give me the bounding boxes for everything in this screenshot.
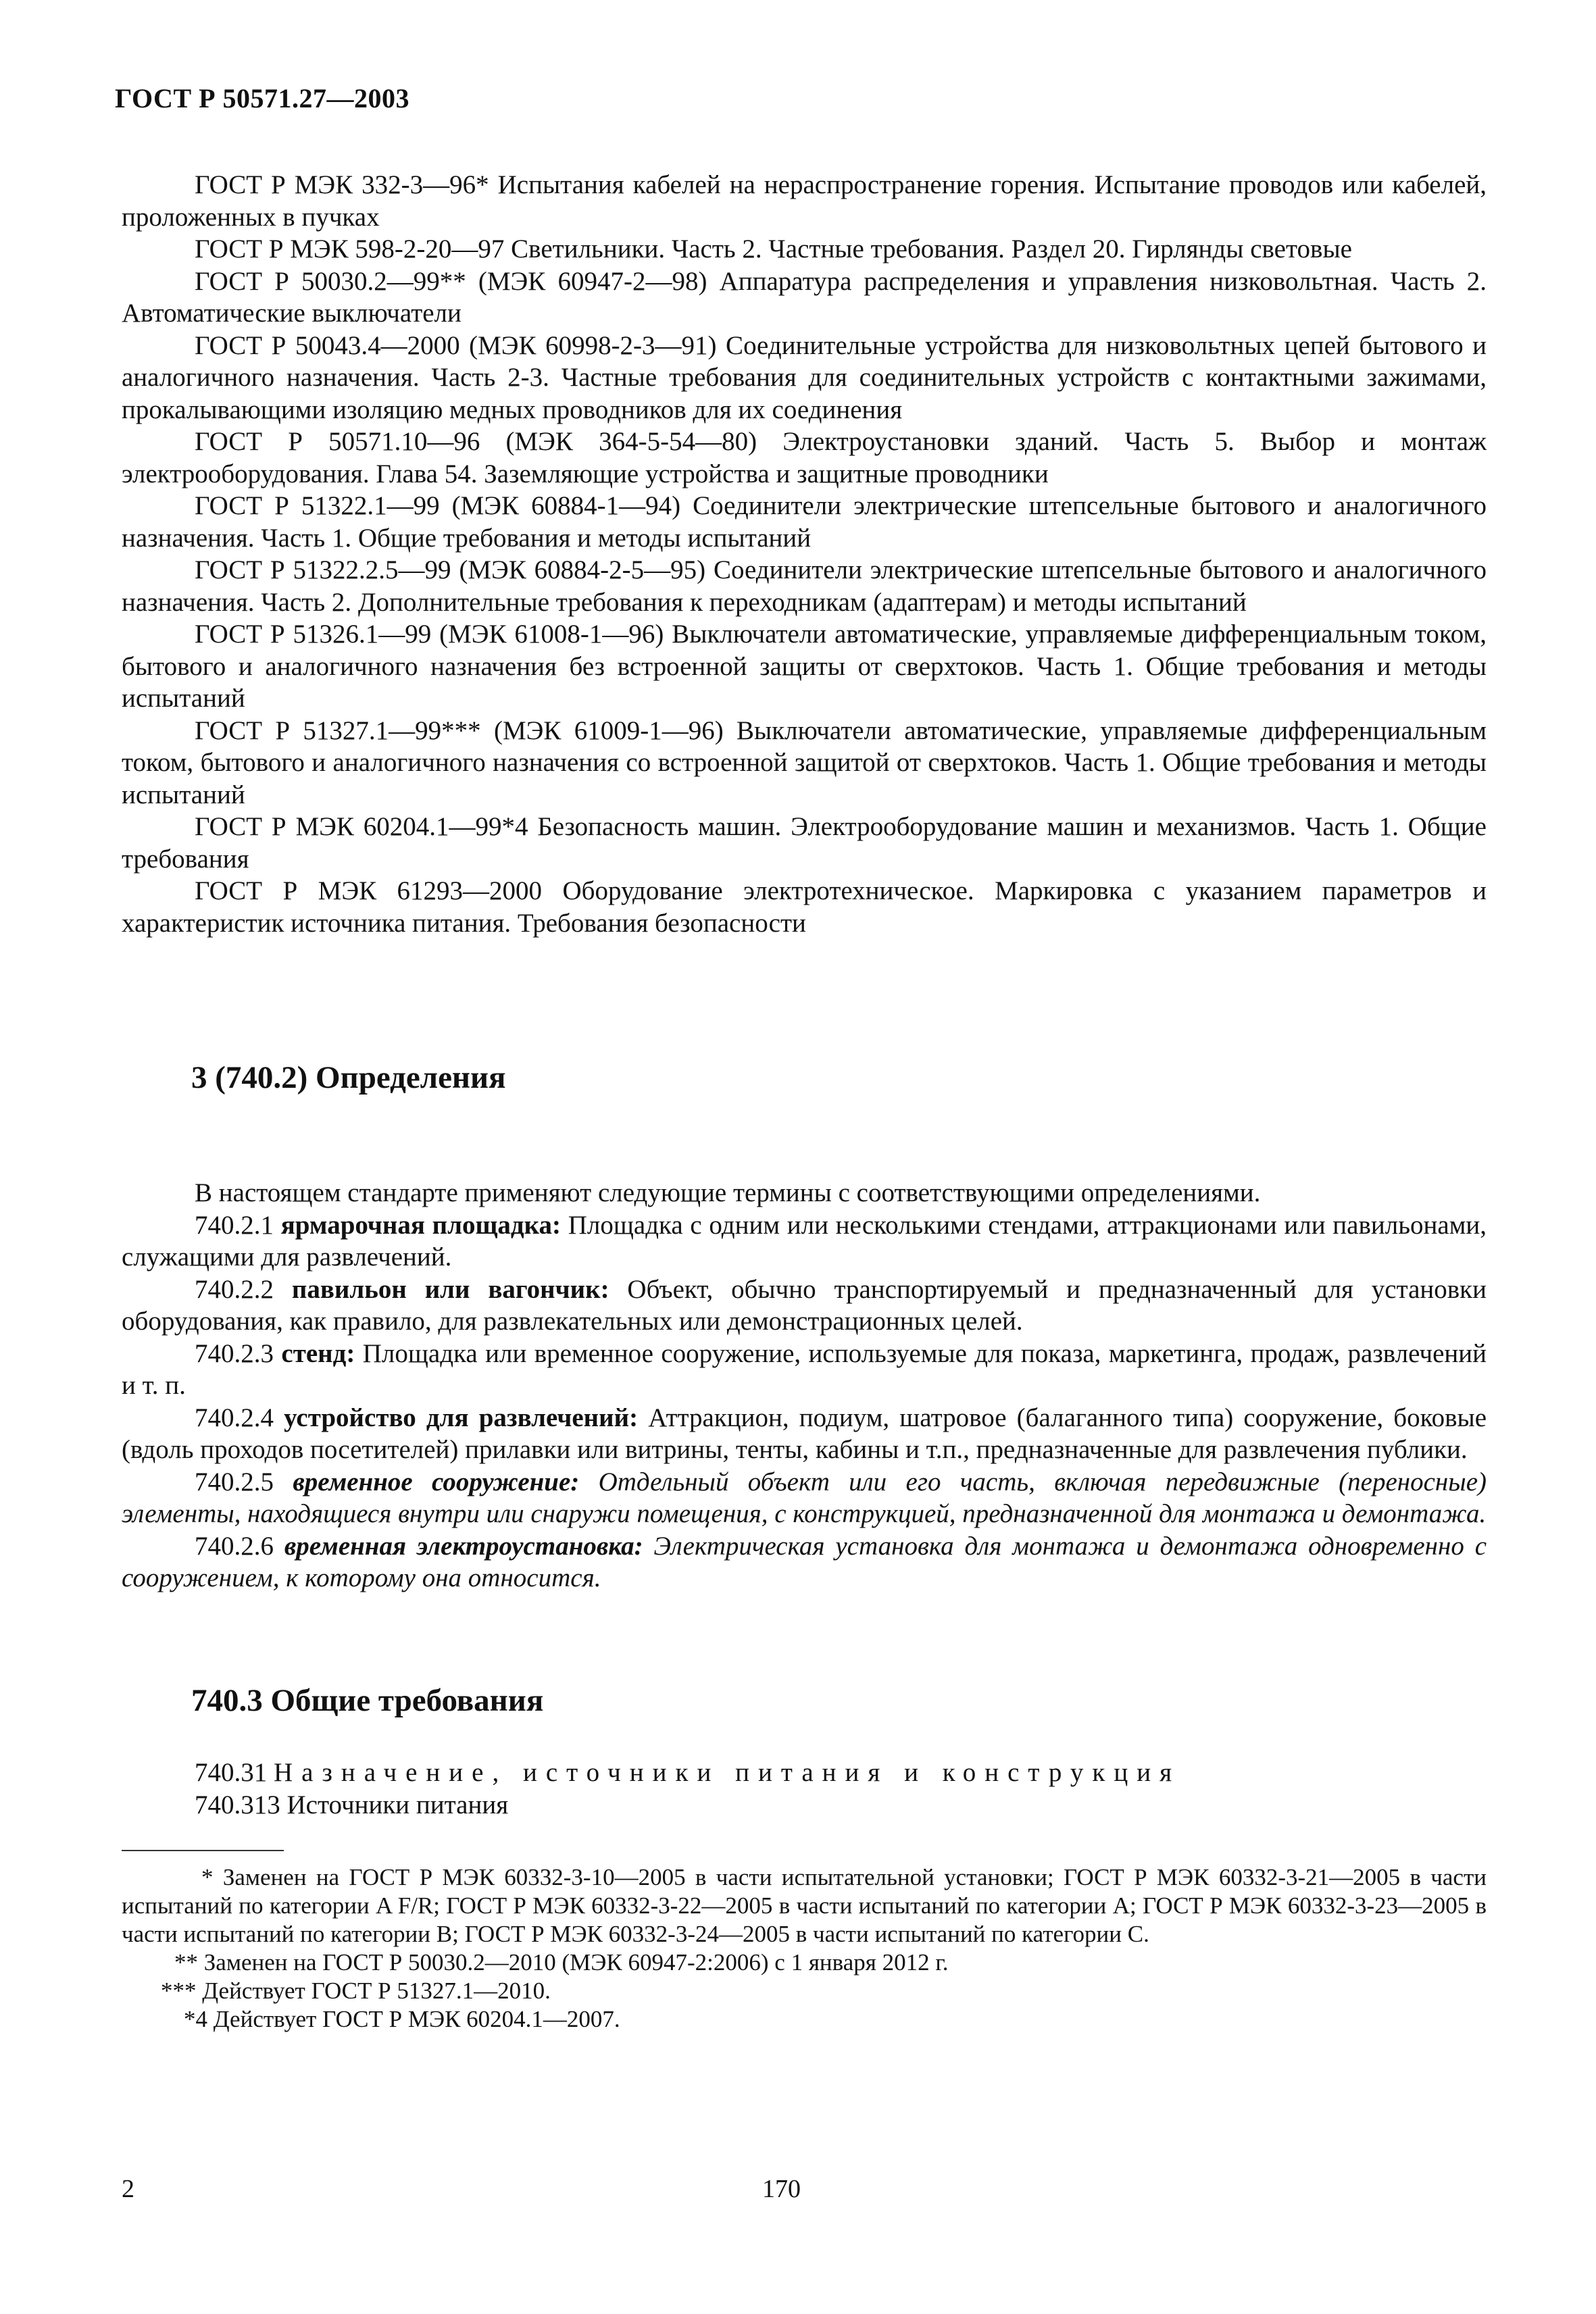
reference-item: ГОСТ Р 51322.1—99 (МЭК 60884-1—94) Соединители электрические штепсельные бытового и аналогичного назначения. Часть 1. Общие требования и методы испытаний <box>122 491 1487 553</box>
subsection-title: Назначение, источники питания и конструкция <box>274 1758 1181 1787</box>
definition-number: 740.2.5 <box>195 1467 274 1496</box>
normative-references <box>122 169 1487 939</box>
definitions-intro: В настоящем стандарте применяют следующие термины с соответствующими определениями. <box>195 1178 1261 1207</box>
definition-text: Площадка или временное сооружение, используемые для показа, маркетинга, продаж, развлечений и т. п. <box>122 1338 1487 1400</box>
definition-text: Электрическая установка для монтажа и демонтажа одновременно с сооружением, к которому она относится. <box>122 1531 1487 1592</box>
definition-item <box>122 1274 1487 1338</box>
definition-number: 740.2.2 <box>195 1274 274 1304</box>
definition-number: 740.2.4 <box>195 1403 274 1432</box>
definition-number: 740.2.1 <box>195 1210 274 1240</box>
reference-item: ГОСТ Р МЭК 60204.1—99*4 Безопасность машин. Электрооборудование машин и механизмов. Часть 1. Общие требования <box>122 812 1487 874</box>
footnotes <box>122 1863 1487 2034</box>
page-number-left: 2 <box>122 2175 134 2203</box>
definition-item <box>122 1402 1487 1466</box>
subsections <box>122 1757 1487 1821</box>
definition-number: 740.2.3 <box>195 1338 274 1368</box>
reference-item: ГОСТ Р 51326.1—99 (МЭК 61008-1—96) Выключатели автоматические, управляемые дифференциальным током, бытового и аналогичного назначения без встроенной защиты от сверхтоков. Часть 1. Общие требования и методы испытаний <box>122 620 1487 713</box>
definition-term: временное сооружение: <box>293 1467 580 1496</box>
definition-item <box>122 1530 1487 1594</box>
definition-item <box>122 1209 1487 1274</box>
footnote-item: * Заменен на ГОСТ Р МЭК 60332-3-10—2005 в части испытательной установки; ГОСТ Р МЭК 60332-3-21—2005 в части испытаний по категории A F/R; ГОСТ Р МЭК 60332-3-22—2005 в части испытаний по категории А; ГОСТ Р МЭК 60332-3-23—2005 в части испытаний по категории В; ГОСТ Р МЭК 60332-3-24—2005 в части испытаний по категории С. <box>122 1864 1487 1947</box>
footnote-divider <box>122 1850 284 1851</box>
definitions-list <box>122 1177 1487 1594</box>
definition-term: устройство для развлечений: <box>284 1403 639 1432</box>
definition-text: Аттракцион, подиум, шатровое (балаганного типа) сооружение, боковые (вдоль проходов посетителей) прилавки или витрины, тенты, кабины и т.п., предназначенные для развлечения публики. <box>122 1403 1487 1464</box>
definition-term: ярмарочная площадка: <box>280 1210 562 1240</box>
reference-item: ГОСТ Р МЭК 598-2-20—97 Светильники. Часть 2. Частные требования. Раздел 20. Гирлянды световые <box>195 234 1352 263</box>
subsection-740-31 <box>122 1757 1487 1789</box>
definition-number: 740.2.6 <box>195 1531 274 1561</box>
definition-term: временная электроустановка: <box>284 1531 643 1561</box>
definition-text: Объект, обычно транспортируемый и предназначенный для установки оборудования, как правило, для развлекательных или демонстрационных целей. <box>122 1274 1487 1336</box>
reference-item: ГОСТ Р 50030.2—99** (МЭК 60947-2—98) Аппаратура распределения и управления низковольтная. Часть 2. Автоматические выключатели <box>122 266 1487 328</box>
reference-item: ГОСТ Р 50571.10—96 (МЭК 364-5-54—80) Электроустановки зданий. Часть 5. Выбор и монтаж электрооборудования. Глава 54. Заземляющие устройства и защитные проводники <box>122 427 1487 488</box>
definition-item <box>122 1338 1487 1402</box>
definition-term: павильон или вагончик: <box>291 1274 609 1304</box>
reference-item: ГОСТ Р 50043.4—2000 (МЭК 60998-2-3—91) Соединительные устройства для низковольтных цепей бытового и аналогичного назначения. Часть 2-3. Частные требования для соединительных устройств с контактными зажимами, прокалывающими изоляцию медных проводников для их соединения <box>122 330 1487 424</box>
reference-item: ГОСТ Р 51327.1—99*** (МЭК 61009-1—96) Выключатели автоматические, управляемые дифференциальным током, бытового и аналогичного назначения со встроенной защитой от сверхтоков. Часть 1. Общие требования и методы испытаний <box>122 715 1487 809</box>
definition-term: стенд: <box>281 1338 355 1368</box>
footnote-item: ** Заменен на ГОСТ Р 50030.2—2010 (МЭК 60947-2:2006) с 1 января 2012 г. <box>174 1949 949 1976</box>
footnote-item: *4 Действует ГОСТ Р МЭК 60204.1—2007. <box>184 2006 620 2032</box>
definition-item <box>122 1466 1487 1530</box>
reference-item: ГОСТ Р 51322.2.5—99 (МЭК 60884-2-5—95) Соединители электрические штепсельные бытового и аналогичного назначения. Часть 2. Дополнительные требования к переходникам (адаптерам) и методы испытаний <box>122 555 1487 617</box>
footnote-item: *** Действует ГОСТ Р 51327.1—2010. <box>161 1978 551 2004</box>
reference-item: ГОСТ Р МЭК 61293—2000 Оборудование электротехническое. Маркировка с указанием параметров и характеристик источника питания. Требования безопасности <box>122 876 1487 938</box>
section-heading-definitions: 3 (740.2) Определения <box>191 1060 506 1095</box>
subsection-number: 740.31 <box>195 1758 268 1787</box>
definition-text: Площадка с одним или несколькими стендами, аттракционами или павильонами, служащими для развлечений. <box>122 1210 1487 1272</box>
document-header: ГОСТ Р 50571.27—2003 <box>115 83 410 114</box>
definition-text: Отдельный объект или его часть, включая передвижные (переносные) элементы, находящиеся внутри или снаружи помещения, с конструкцией, предназначенной для монтажа и демонтажа. <box>122 1467 1487 1528</box>
reference-item: ГОСТ Р МЭК 332-3—96* Испытания кабелей на нераспространение горения. Испытание проводов или кабелей, проложенных в пучках <box>122 170 1487 232</box>
section-heading-general-requirements: 740.3 Общие требования <box>191 1683 544 1718</box>
subsection-740-313: 740.313 Источники питания <box>195 1790 509 1819</box>
page-number-center: 170 <box>762 2175 801 2203</box>
